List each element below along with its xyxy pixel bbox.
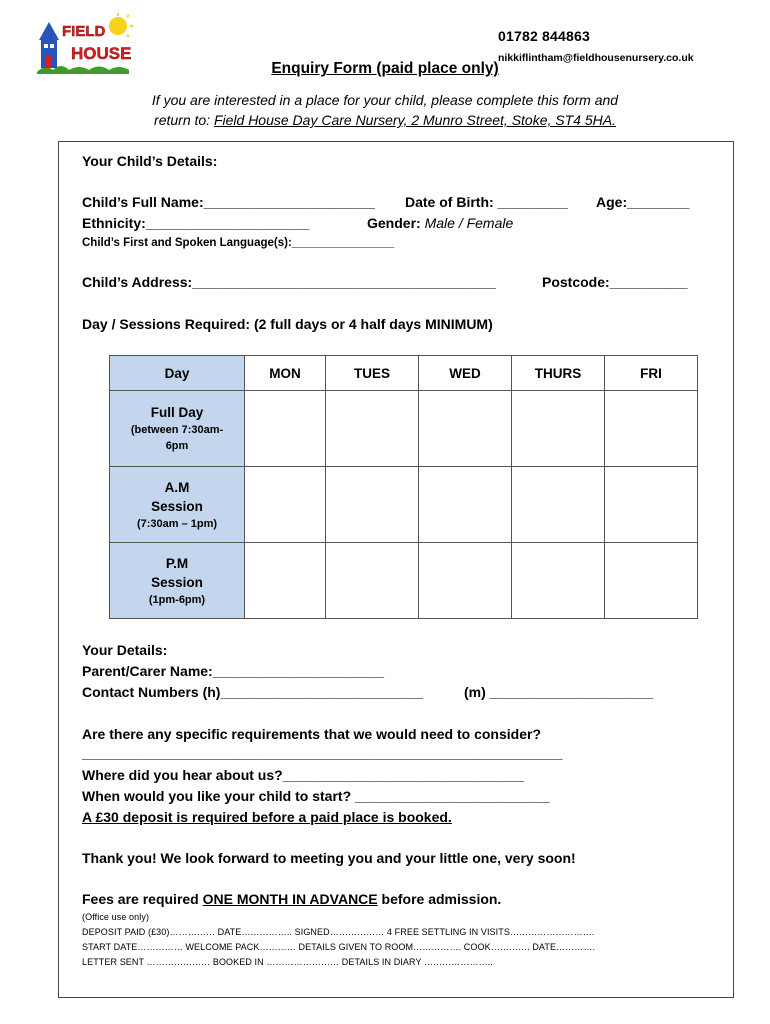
cell-am-mon[interactable] bbox=[245, 467, 326, 543]
cell-pm-fri[interactable] bbox=[605, 543, 698, 619]
row-label-am-session: A.M Session (7:30am – 1pm) bbox=[110, 467, 245, 543]
office-line-2: START DATE…………… WELCOME PACK………… DETAILS GIVEN TO ROOM……………. COOK…………. DATE…………. bbox=[82, 942, 596, 952]
cell-pm-wed[interactable] bbox=[419, 543, 512, 619]
intro-line1: If you are interested in a place for your child, please complete this form and bbox=[151, 92, 619, 108]
fees-notice: Fees are required ONE MONTH IN ADVANCE before admission. bbox=[82, 891, 502, 907]
form-title: Enquiry Form (paid place only) bbox=[271, 60, 499, 77]
col-header-thurs: THURS bbox=[512, 356, 605, 391]
office-line-3: LETTER SENT ………………… BOOKED IN …………………… DETAILS IN DIARY ………………….. bbox=[82, 957, 493, 967]
return-address: Field House Day Care Nursery, 2 Munro Street, Stoke, ST4 5HA. bbox=[213, 112, 616, 128]
start-date-field[interactable]: When would you like your child to start? _________________________ bbox=[82, 788, 550, 804]
col-header-mon: MON bbox=[245, 356, 326, 391]
col-header-tues: TUES bbox=[326, 356, 419, 391]
age-field[interactable]: Age:________ bbox=[596, 194, 690, 210]
cell-full-day-mon[interactable] bbox=[245, 391, 326, 467]
child-full-name-field[interactable]: Child’s Full Name:______________________ bbox=[82, 194, 375, 210]
cell-full-day-wed[interactable] bbox=[419, 391, 512, 467]
requirements-answer-line[interactable]: ________________________________________________________________ bbox=[82, 746, 563, 761]
cell-pm-mon[interactable] bbox=[245, 543, 326, 619]
logo-text-line1: FIELD bbox=[62, 23, 106, 40]
hear-about-us-field[interactable]: Where did you hear about us?_______________________________ bbox=[82, 767, 525, 783]
office-use-label: (Office use only) bbox=[82, 912, 150, 922]
requirements-question: Are there any specific requirements that we would need to consider? bbox=[82, 726, 541, 742]
cell-am-thurs[interactable] bbox=[512, 467, 605, 543]
date-of-birth-field[interactable]: Date of Birth: _________ bbox=[405, 194, 568, 210]
phone-number: 01782 844863 bbox=[498, 28, 590, 44]
table-row-full-day bbox=[110, 391, 698, 467]
table-row-pm-session bbox=[110, 543, 698, 619]
home-number-field[interactable]: Contact Numbers (h)__________________________ bbox=[82, 684, 423, 700]
cell-am-wed[interactable] bbox=[419, 467, 512, 543]
cell-pm-tues[interactable] bbox=[326, 543, 419, 619]
gender-field[interactable]: Gender: Male / Female bbox=[367, 215, 514, 231]
child-address-field[interactable]: Child’s Address:_______________________________________ bbox=[82, 274, 496, 290]
col-header-fri: FRI bbox=[605, 356, 698, 391]
cell-pm-thurs[interactable] bbox=[512, 543, 605, 619]
child-details-heading: Your Child’s Details: bbox=[82, 153, 218, 169]
cell-am-tues[interactable] bbox=[326, 467, 419, 543]
table-row-am-session bbox=[110, 467, 698, 543]
sessions-table bbox=[109, 355, 698, 619]
intro-text bbox=[0, 90, 770, 130]
logo-text-line2: HOUSE bbox=[71, 44, 132, 63]
deposit-notice: A £30 deposit is required before a paid place is booked. bbox=[82, 809, 452, 825]
row-label-full-day: Full Day (between 7:30am-6pm bbox=[110, 391, 245, 467]
table-header-row bbox=[110, 356, 698, 391]
ethnicity-field[interactable]: Ethnicity:_____________________ bbox=[82, 215, 310, 231]
cell-full-day-fri[interactable] bbox=[605, 391, 698, 467]
col-header-day: Day bbox=[110, 356, 245, 391]
parent-name-field[interactable]: Parent/Carer Name:______________________ bbox=[82, 663, 385, 679]
cell-full-day-thurs[interactable] bbox=[512, 391, 605, 467]
gender-options: Male / Female bbox=[424, 215, 514, 231]
cell-full-day-tues[interactable] bbox=[326, 391, 419, 467]
thank-you-message: Thank you! We look forward to meeting you and your little one, very soon! bbox=[82, 850, 576, 866]
row-label-pm-session: P.M Session (1pm-6pm) bbox=[110, 543, 245, 619]
postcode-field[interactable]: Postcode:__________ bbox=[542, 274, 688, 290]
cell-am-fri[interactable] bbox=[605, 467, 698, 543]
email-address[interactable]: nikkiflintham@fieldhousenursery.co.uk bbox=[498, 52, 694, 64]
office-line-1: DEPOSIT PAID (£30)…………… DATE…………….. SIGNED……………… 4 FREE SETTLING IN VISITS………………………. bbox=[82, 927, 595, 937]
col-header-wed: WED bbox=[419, 356, 512, 391]
mobile-number-field[interactable]: (m) _____________________ bbox=[464, 684, 654, 700]
your-details-heading: Your Details: bbox=[82, 642, 168, 658]
contact-block bbox=[498, 28, 694, 64]
intro-line2: return to: Field House Day Care Nursery, 2 Munro Street, Stoke, ST4 5HA. bbox=[154, 112, 616, 128]
sessions-heading: Day / Sessions Required: (2 full days or 4 half days MINIMUM) bbox=[82, 316, 493, 332]
language-field[interactable]: Child’s First and Spoken Language(s):________________ bbox=[82, 237, 395, 249]
